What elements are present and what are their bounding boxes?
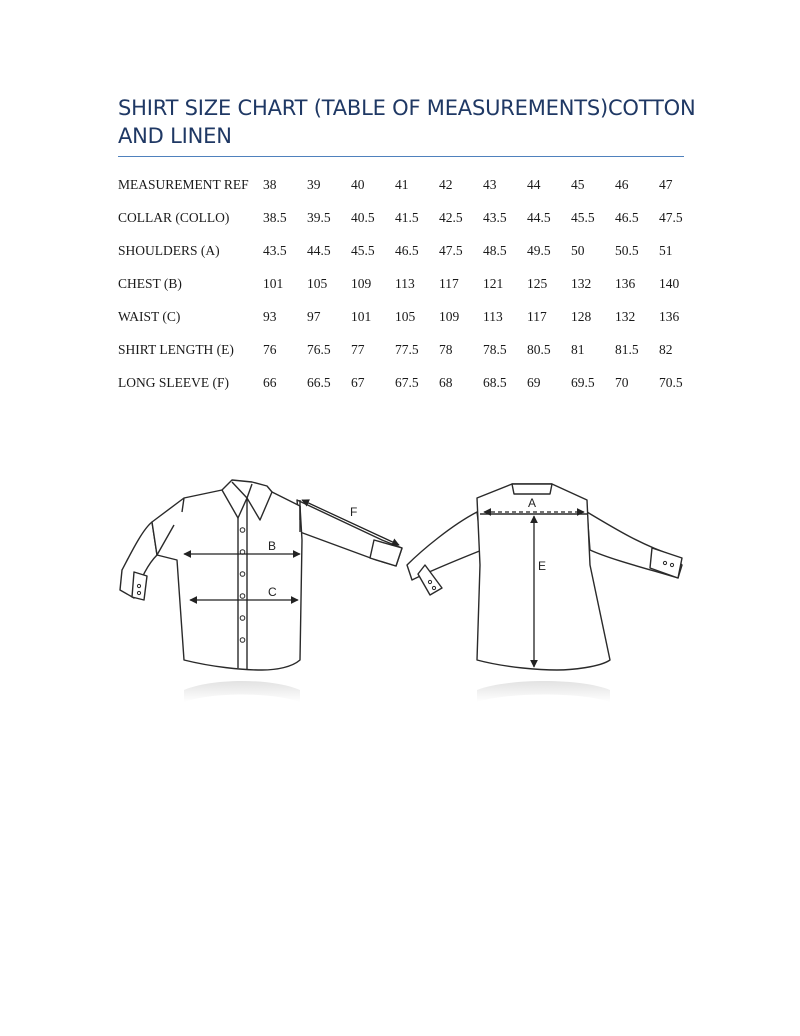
shirt-front-drawing (120, 480, 402, 670)
table-cell: 132 (571, 276, 592, 291)
row-label: CHEST (B) (118, 276, 182, 291)
chest-label: B (268, 539, 277, 553)
table-cell: 117 (439, 276, 459, 291)
table-cell: 47 (659, 177, 673, 192)
table-cell: 46 (615, 177, 629, 192)
table-cell: 97 (307, 309, 321, 324)
waist-label: C (268, 585, 277, 599)
table-row (114, 207, 699, 240)
table-cell: 93 (263, 309, 277, 324)
table-cell: 49.5 (527, 243, 551, 258)
table-cell: 77.5 (395, 342, 419, 357)
table-cell: 47.5 (659, 210, 683, 225)
sleeve-label: F (350, 505, 358, 519)
table-cell: 41.5 (395, 210, 419, 225)
table-cell: 42.5 (439, 210, 463, 225)
table-cell: 67 (351, 375, 365, 390)
table-cell: 113 (483, 309, 503, 324)
table-cell: 43.5 (483, 210, 507, 225)
table-cell: 44.5 (307, 243, 331, 258)
shirt-back-drawing (407, 484, 682, 670)
table-cell: 39.5 (307, 210, 331, 225)
shoulder-label: A (528, 496, 537, 510)
table-cell: 40.5 (351, 210, 375, 225)
table-cell: 77 (351, 342, 365, 357)
table-cell: 47.5 (439, 243, 463, 258)
table-cell: 81 (571, 342, 585, 357)
back-reflection (477, 681, 610, 702)
table-cell: 68.5 (483, 375, 507, 390)
table-cell: 38 (263, 177, 277, 192)
table-cell: 66 (263, 375, 277, 390)
table-cell: 69.5 (571, 375, 595, 390)
table-cell: 41 (395, 177, 409, 192)
table-cell: 125 (527, 276, 548, 291)
table-row (114, 174, 699, 207)
table-cell: 66.5 (307, 375, 331, 390)
table-row (114, 240, 699, 273)
row-label: MEASUREMENT REF (118, 177, 249, 192)
row-label: SHOULDERS (A) (118, 243, 220, 258)
table-cell: 50.5 (615, 243, 639, 258)
row-label: COLLAR (COLLO) (118, 210, 230, 225)
table-cell: 46.5 (615, 210, 639, 225)
table-cell: 140 (659, 276, 680, 291)
row-label: SHIRT LENGTH (E) (118, 342, 234, 357)
table-cell: 40 (351, 177, 365, 192)
length-label: E (538, 559, 547, 573)
size-table (114, 174, 699, 405)
front-reflection (184, 681, 300, 702)
table-cell: 43 (483, 177, 497, 192)
table-cell: 39 (307, 177, 321, 192)
table-cell: 45 (571, 177, 585, 192)
table-cell: 78.5 (483, 342, 507, 357)
table-cell: 105 (307, 276, 328, 291)
table-cell: 113 (395, 276, 415, 291)
table-row (114, 372, 699, 405)
table-row (114, 339, 699, 372)
table-cell: 80.5 (527, 342, 551, 357)
table-cell: 81.5 (615, 342, 639, 357)
table-cell: 69 (527, 375, 541, 390)
table-cell: 101 (351, 309, 372, 324)
table-cell: 101 (263, 276, 284, 291)
table-cell: 117 (527, 309, 547, 324)
table-cell: 132 (615, 309, 636, 324)
table-cell: 70 (615, 375, 629, 390)
table-cell: 128 (571, 309, 592, 324)
table-cell: 44 (527, 177, 541, 192)
table-row (114, 306, 699, 339)
table-cell: 136 (615, 276, 636, 291)
row-label: WAIST (C) (118, 309, 181, 324)
table-row (114, 273, 699, 306)
table-cell: 105 (395, 309, 416, 324)
table-cell: 78 (439, 342, 453, 357)
table-cell: 48.5 (483, 243, 507, 258)
table-cell: 46.5 (395, 243, 419, 258)
title-divider (118, 156, 684, 157)
table-cell: 43.5 (263, 243, 287, 258)
table-cell: 70.5 (659, 375, 683, 390)
table-cell: 76.5 (307, 342, 331, 357)
table-cell: 45.5 (571, 210, 595, 225)
table-cell: 38.5 (263, 210, 287, 225)
table-cell: 67.5 (395, 375, 419, 390)
row-label: LONG SLEEVE (F) (118, 375, 229, 390)
table-cell: 45.5 (351, 243, 375, 258)
table-cell: 44.5 (527, 210, 551, 225)
table-cell: 42 (439, 177, 453, 192)
table-cell: 51 (659, 243, 673, 258)
table-cell: 136 (659, 309, 680, 324)
table-cell: 109 (351, 276, 372, 291)
shirt-measurement-diagram (112, 470, 692, 720)
table-cell: 76 (263, 342, 277, 357)
page-title: SHIRT SIZE CHART (TABLE OF MEASUREMENTS)COTTON AND LINEN (118, 96, 696, 148)
table-cell: 121 (483, 276, 504, 291)
table-cell: 50 (571, 243, 585, 258)
table-cell: 68 (439, 375, 453, 390)
table-cell: 82 (659, 342, 673, 357)
table-cell: 109 (439, 309, 460, 324)
